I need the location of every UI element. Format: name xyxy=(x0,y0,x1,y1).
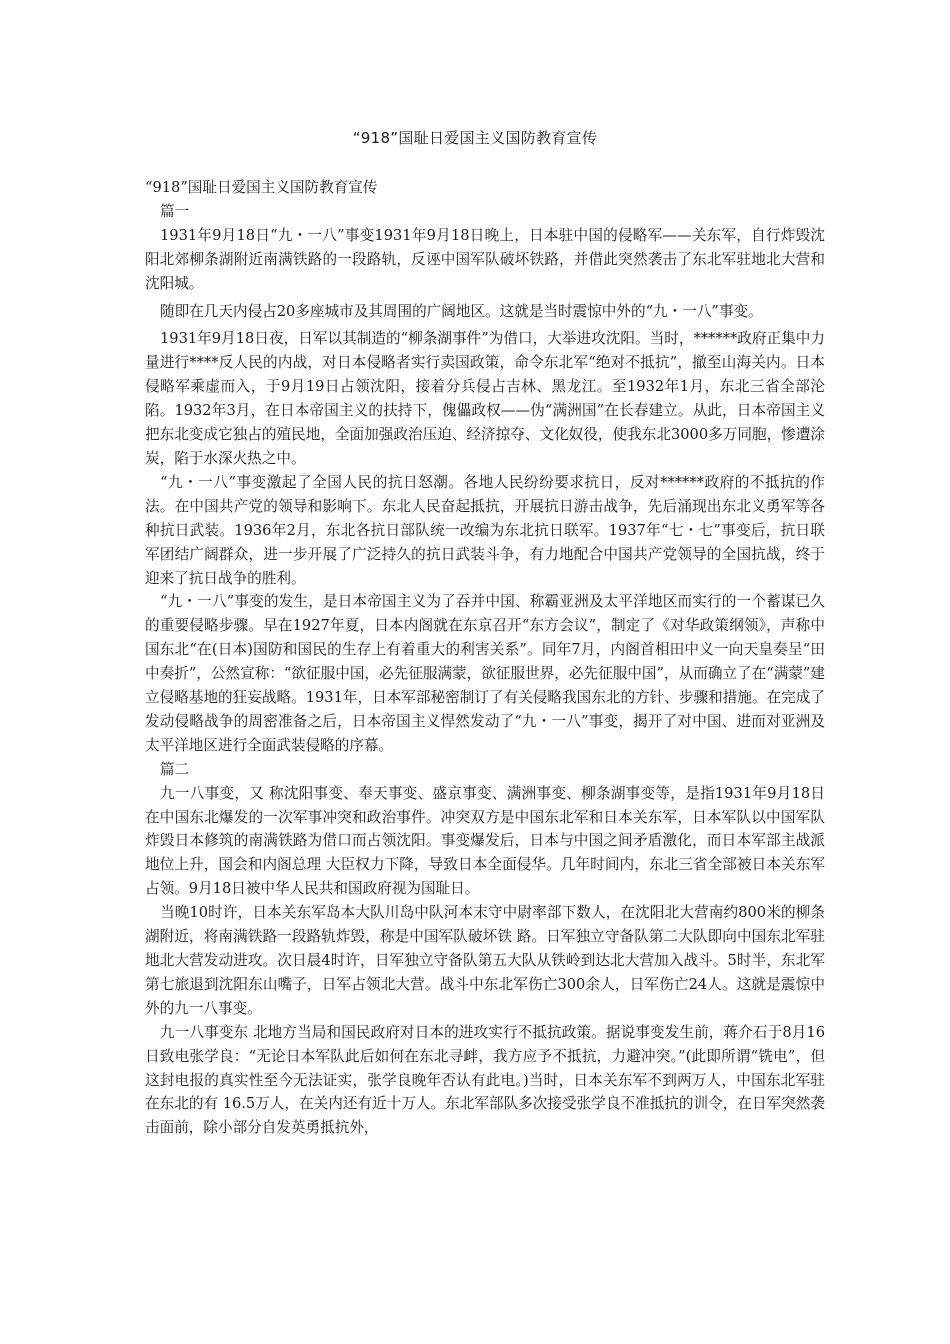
document-heading: “918”国耻日爱国主义国防教育宣传 xyxy=(145,179,378,196)
paragraph-7: 当晚10时许，日本关东军岛本大队川岛中队河本末守中尉率部下数人，在沈阳北大营南约800米的柳条湖附近，将南满铁路一段路轨炸毁，称是中国军队破坏铁 路。日军独立守备队第二大队即向中国东北军驻地北大营发动进攻。次日晨4时许，日军独立守备队第五大队从铁岭到达北大营加入战斗。5时半，东北军第七旅退到沈阳东山嘴子，日军占领北大营。战斗中东北军伤亡300余人，日军伤亡24人。这就是震惊中外的九一八事变。 xyxy=(145,904,825,1017)
paragraph-1: 1931年9月18日“九・一八”事变1931年9月18日晚上，日本驻中国的侵略军——关东军，自行炸毁沈阳北郊柳条湖附近南满铁路的一段路轨，反诬中国军队破坏铁路，并借此突然袭击了东北军驻地北大营和沈阳城。 xyxy=(145,226,825,292)
paragraph-2: 随即在几天内侵占20多座城市及其周围的广阔地区。这就是当时震惊中外的“九・一八”事变。 xyxy=(160,302,763,320)
page-title: “918”国耻日爱国主义国防教育宣传 xyxy=(352,129,598,147)
document-body xyxy=(145,176,825,1140)
section-label-2: 篇二 xyxy=(160,760,190,778)
paragraph-8: 九一八事变东 北地方当局和国民政府对日本的进攻实行不抵抗政策。据说事变发生前，蒋介石于8月16日致电张学良：“无论日本军队此后如何在东北寻衅，我方应予不抵抗，力避冲突。”(此即所谓“铣电”，但这封电报的真实性至今无法证实，张学良晚年否认有此电。)当时，日本关东军不到两万人，中国东北军驻在东北的有 16.5万人，在关内还有近十万人。东北军部队多次接受张学良不准抵抗的训令，在日军突然袭击面前，除小部分自发英勇抵抗外， xyxy=(145,1023,825,1137)
paragraph-6: 九一八事变，又 称沈阳事变、奉天事变、盛京事变、满洲事变、柳条湖事变等，是指1931年9月18日在中国东北爆发的一次军事冲突和政治事件。冲突双方是中国东北军和日本关东军，日本军队以中国军队炸毁日本修筑的南满铁路为借口而占领沈阳。事变爆发后，日本与中国之间矛盾激化，而日本军部主战派地位上升，国会和内阁总理 大臣权力下降，导致日本全面侵华。几年时间内，东北三省全部被日本关东军占领。9月18日被中华人民共和国政府视为国耻日。 xyxy=(145,784,825,898)
paragraph-4: “九・一八”事变激起了全国人民的抗日怒潮。各地人民纷纷要求抗日，反对******政府的不抵抗的作法。在中国共产党的领导和影响下。东北人民奋起抵抗，开展抗日游击战争，先后涌现出东北义勇军等各种抗日武装。1936年2月，东北各抗日部队统一改编为东北抗日联军。1937年“七・七”事变后，抗日联军团结广阔群众，进一步开展了广泛持久的抗日武装斗争，有力地配合中国共产党领导的全国抗战，终于迎来了抗日战争的胜利。 xyxy=(145,473,825,587)
section-label-1: 篇一 xyxy=(160,202,190,220)
paragraph-3: 1931年9月18日夜，日军以其制造的“柳条湖事件”为借口，大举进攻沈阳。当时，******政府正集中力量进行****反人民的内战，对日本侵略者实行卖国政策，命令东北军“绝对不抵抗”，撤至山海关内。日本侵略军乘虚而入，于9月19日占领沈阳，接着分兵侵占吉林、黑龙江。至1932年1月，东北三省全部沦陷。1932年3月，在日本帝国主义的扶持下，傀儡政权——伪“满洲国”在长春建立。从此，日本帝国主义把东北变成它独占的殖民地，全面加强政治压迫、经济掠夺、文化奴役，使我东北3000多万同胞，惨遭涂炭，陷于水深火热之中。 xyxy=(145,330,825,467)
paragraph-5: “九・一八”事变的发生，是日本帝国主义为了吞并中国、称霸亚洲及太平洋地区而实行的一个蓄谋已久的重要侵略步骤。早在1927年夏，日本内阁就在东京召开“东方会议”，制定了《对华政策纲领》，声称中国东北“在(日本)国防和国民的生存上有着重大的利害关系”。同年7月，内阁首相田中义一向天皇奏呈“田中奏折”，公然宣称：“欲征服中国，必先征服满蒙，欲征服世界，必先征服中国”，从而确立了在“满蒙”建立侵略基地的狂妄战略。1931年，日本军部秘密制订了有关侵略我国东北的方针、步骤和措施。在完成了发动侵略战争的周密准备之后，日本帝国主义悍然发动了“九・一八”事变，揭开了对中国、进而对亚洲及太平洋地区进行全面武装侵略的序幕。 xyxy=(145,593,825,754)
